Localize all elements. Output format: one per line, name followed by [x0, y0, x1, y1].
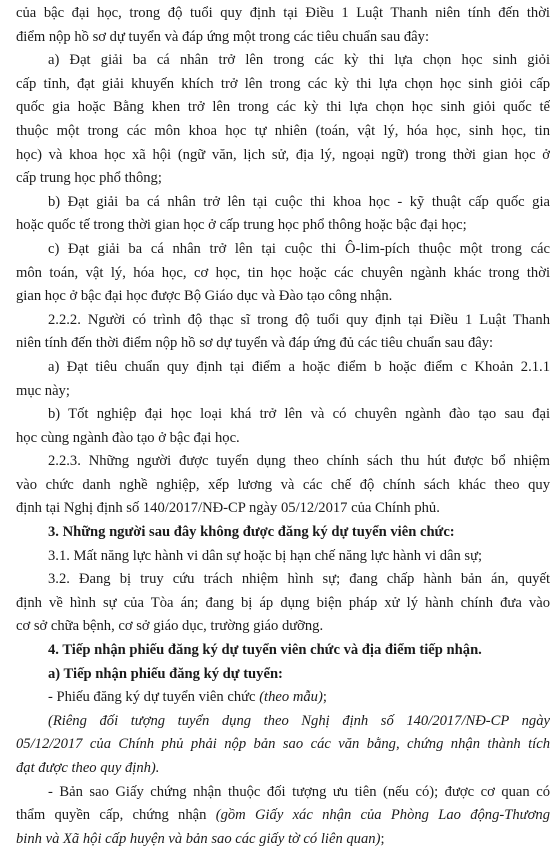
text-line: a) Đạt tiêu chuẩn quy định tại điểm a hoặc điểm b hoặc điểm c Khoản 2.1.1 — [48, 358, 550, 375]
text-span: thẩm quyền cấp, chứng nhận — [16, 807, 207, 824]
text-line: định về hình sự của Tòa án; đang bị áp dụng biện pháp xử lý hành chính đưa vào — [16, 594, 550, 611]
text-line: cấp tỉnh, đạt giải khuyến khích trở lên trong các kỳ thi lựa chọn học sinh giỏi cấp — [16, 75, 550, 92]
text-line — [16, 686, 550, 710]
text-line: điểm nộp hồ sơ dự tuyển và đáp ứng một trong các tiêu chuẩn sau đây: — [16, 28, 430, 45]
text-line: 3.1. Mất năng lực hành vi dân sự hoặc bị hạn chế năng lực hành vi dân sự; — [48, 547, 483, 564]
text-line: c) Đạt giải ba cá nhân trở lên tại cuộc thi Ô-lim-pích thuộc một trong các — [48, 240, 550, 257]
italic-note-line: (Riêng đối tượng tuyển dụng theo Nghị định số 140/2017/NĐ-CP ngày — [48, 712, 550, 729]
text-span: ; — [322, 689, 327, 706]
text-line: 2.2.3. Những người được tuyển dụng theo chính sách thu hút được bổ nhiệm — [48, 453, 550, 470]
text-line: 2.2.2. Người có trình độ thạc sĩ trong độ tuổi quy định tại Điều 1 Luật Thanh — [48, 311, 550, 328]
italic-note-line: 05/12/2017 của Chính phủ phải nộp bản sao các văn bằng, chứng nhận thành tích — [16, 736, 550, 753]
text-line: học cùng ngành đào tạo ở bậc đại học. — [16, 429, 240, 446]
text-line: hoặc quốc tế trong thời gian học ở cấp trung học phổ thông hoặc bậc đại học; — [16, 217, 467, 234]
section-heading: 3. Những người sau đây không được đăng ký dự tuyển viên chức: — [48, 524, 455, 541]
text-line — [16, 804, 550, 828]
text-line: 3.2. Đang bị truy cứu trách nhiệm hình sự; đang chấp hành bản án, quyết — [48, 571, 550, 588]
text-line: niên tính đến thời điểm nộp hồ sơ dự tuyển và đáp ứng đủ các tiêu chuẩn sau đây: — [16, 335, 494, 352]
text-line: b) Đạt giải ba cá nhân trở lên tại cuộc thi khoa học - kỹ thuật cấp quốc gia — [48, 193, 550, 210]
subsection-heading: a) Tiếp nhận phiếu đăng ký dự tuyển: — [48, 665, 283, 682]
text-line: b) Tốt nghiệp đại học loại khá trở lên và có chuyên ngành đào tạo sau đại — [48, 406, 550, 423]
italic-span: (gồm Giấy xác nhận của Phòng Lao động-Thương — [215, 807, 550, 824]
italic-note-line: đạt được theo quy định). — [16, 760, 160, 776]
text-line: mục này; — [16, 382, 70, 399]
text-line: của bậc đại học, trong độ tuổi quy định tại Điều 1 Luật Thanh niên tính đến thời — [16, 5, 550, 21]
text-line: vào chức danh nghề nghiệp, xếp lương và các chế độ chính sách khác theo quy — [16, 476, 550, 493]
text-line: môn toán, vật lý, hóa học, cơ học, tin học hoặc các chuyên ngành khác trong thời — [16, 264, 550, 281]
italic-span: binh và Xã hội cấp huyện và bản sao các giấy tờ có liên quan) — [16, 830, 381, 847]
text-line: định tại Nghị định số 140/2017/NĐ-CP ngày 05/12/2017 của Chính phủ. — [16, 500, 440, 517]
text-span: ; — [380, 830, 385, 847]
text-span: - Phiếu đăng ký dự tuyển viên chức — [48, 689, 256, 706]
text-line: học) và khoa học xã hội (ngữ văn, lịch sử, địa lý, ngoại ngữ) trong thời gian học ở — [16, 146, 550, 163]
italic-span: (theo mẫu) — [259, 689, 323, 706]
section-heading: 4. Tiếp nhận phiếu đăng ký dự tuyển viên chức và địa điểm tiếp nhận. — [48, 642, 482, 659]
text-line: quốc gia hoặc Bằng khen trở lên trong các kỳ thi lựa chọn học sinh giỏi quốc tế — [16, 99, 550, 116]
text-line: a) Đạt giải ba cá nhân trở lên trong các kỳ thi lựa chọn học sinh giỏi — [48, 52, 550, 69]
text-line: cấp trung học phổ thông; — [16, 170, 162, 187]
text-line — [16, 828, 550, 851]
text-line: gian học ở bậc đại học được Bộ Giáo dục và Đào tạo công nhận. — [16, 288, 393, 305]
text-line: - Bản sao Giấy chứng nhận thuộc đối tượng ưu tiên (nếu có); được cơ quan có — [48, 783, 550, 800]
text-line: thuộc một trong các môn khoa học tự nhiên (toán, vật lý, hóa học, sinh học, tin — [16, 122, 550, 139]
text-line: cơ sở chữa bệnh, cơ sở giáo dục, trường giáo dưỡng. — [16, 618, 324, 635]
